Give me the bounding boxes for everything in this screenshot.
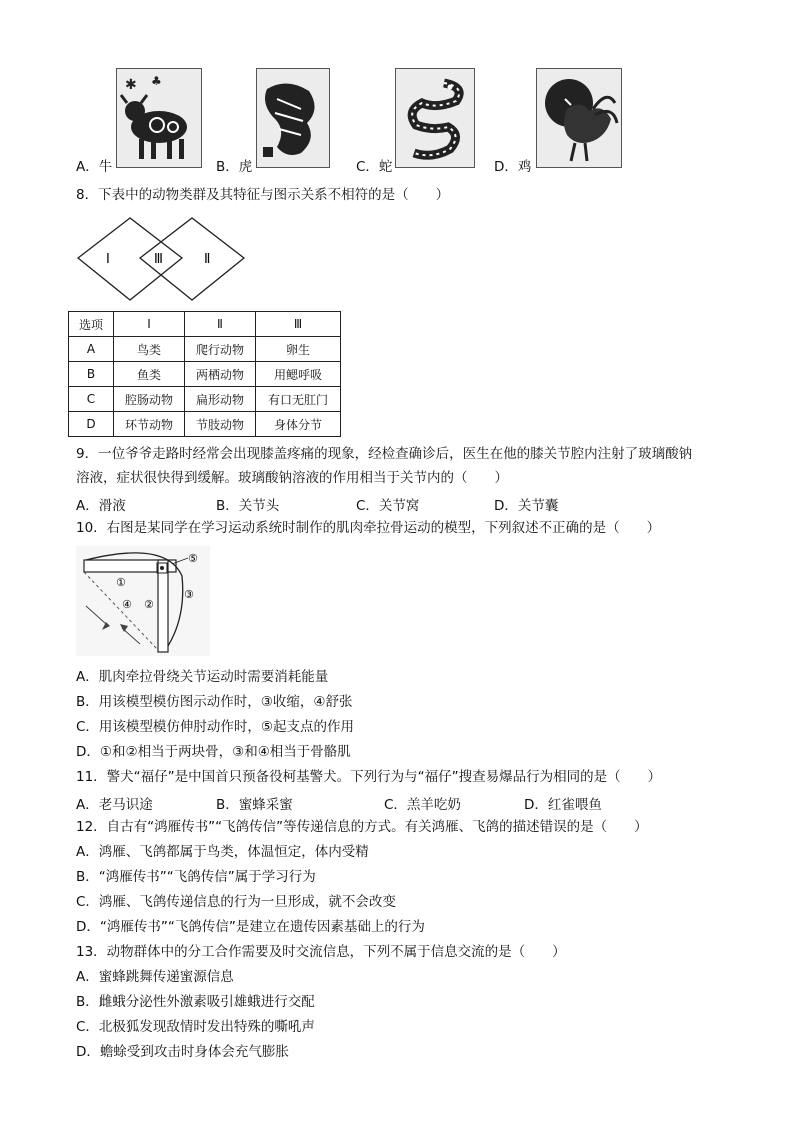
table-header: Ⅲ — [256, 312, 341, 337]
table-row — [69, 412, 341, 437]
table-cell: 身体分节 — [256, 412, 341, 437]
table-header: Ⅰ — [114, 312, 185, 337]
table-cell: 爬行动物 — [185, 337, 256, 362]
table-cell: 有口无肛门 — [256, 387, 341, 412]
q8-stem: 8．下表中的动物类群及其特征与图示关系不相符的是（ ） — [76, 187, 450, 203]
q11-stem: 11．警犬“福仔”是中国首只预备役柯基警犬。下列行为与“福仔”搜查易爆品行为相同的是（ ） — [76, 769, 662, 785]
venn-label-1: Ⅰ — [106, 252, 110, 267]
svg-text:♣: ♣ — [151, 74, 162, 88]
q10-option-c[interactable]: C．用该模型模仿伸肘动作时，⑤起支点的作用 — [76, 719, 355, 735]
table-cell: A — [69, 337, 114, 362]
table-cell: 环节动物 — [114, 412, 185, 437]
q10-muscle-model-figure — [76, 546, 210, 656]
q10-option-d[interactable]: D．①和②相当于两块骨，③和④相当于骨骼肌 — [76, 744, 351, 760]
q12-option-a[interactable]: A．鸿雁、飞鸽都属于鸟类，体温恒定，体内受精 — [76, 844, 369, 860]
snake-papercut-image — [395, 68, 475, 168]
q7-option-b[interactable]: B．虎 — [216, 159, 253, 175]
q11-option-d[interactable]: D．红雀喂鱼 — [524, 797, 602, 813]
q13-option-d[interactable]: D．蟾蜍受到攻击时身体会充气膨胀 — [76, 1044, 289, 1060]
q13-option-b[interactable]: B．雌蛾分泌性外激素吸引雄蛾进行交配 — [76, 994, 315, 1010]
q9-option-a[interactable]: A．滑液 — [76, 498, 126, 514]
figure-label-4: ④ — [122, 598, 132, 611]
q7-option-d[interactable]: D．鸡 — [494, 159, 532, 175]
figure-label-3: ③ — [184, 588, 194, 601]
ox-papercut-image — [116, 68, 202, 168]
table-cell: 用鳃呼吸 — [256, 362, 341, 387]
q9-option-d[interactable]: D．关节囊 — [494, 498, 559, 514]
q10-option-a[interactable]: A．肌肉牵拉骨绕关节运动时需要消耗能量 — [76, 669, 329, 685]
table-cell: C — [69, 387, 114, 412]
table-cell: 扁形动物 — [185, 387, 256, 412]
figure-label-2: ② — [144, 598, 154, 611]
venn-label-3: Ⅲ — [154, 252, 163, 267]
table-row — [69, 387, 341, 412]
q11-option-b[interactable]: B．蜜蜂采蜜 — [216, 797, 293, 813]
table-header: 选项 — [69, 312, 114, 337]
table-cell: 节肢动物 — [185, 412, 256, 437]
table-cell: 腔肠动物 — [114, 387, 185, 412]
q9-option-b[interactable]: B．关节头 — [216, 498, 280, 514]
q9-option-c[interactable]: C．关节窝 — [356, 498, 420, 514]
q13-option-a[interactable]: A．蜜蜂跳舞传递蜜源信息 — [76, 969, 234, 985]
figure-label-1: ① — [116, 576, 126, 589]
q12-stem: 12．自古有“鸿雁传书”“飞鸽传信”等传递信息的方式。有关鸿雁、飞鸽的描述错误的是（ ） — [76, 819, 648, 835]
q7-option-c[interactable]: C．蛇 — [356, 159, 393, 175]
q9-stem-line2: 溶液，症状很快得到缓解。玻璃酸钠溶液的作用相当于关节内的（ ） — [76, 470, 508, 486]
table-cell: 鸟类 — [114, 337, 185, 362]
table-row — [69, 337, 341, 362]
table-cell: B — [69, 362, 114, 387]
rooster-papercut-image — [536, 68, 622, 168]
table-cell: 鱼类 — [114, 362, 185, 387]
table-cell: 两栖动物 — [185, 362, 256, 387]
q8-table — [68, 311, 341, 437]
figure-label-5: ⑤ — [188, 552, 198, 565]
q7-option-a[interactable]: A．牛 — [76, 159, 113, 175]
table-header: Ⅱ — [185, 312, 256, 337]
q12-option-c[interactable]: C．鸿雁、飞鸽传递信息的行为一旦形成，就不会改变 — [76, 894, 396, 910]
q12-option-d[interactable]: D．“鸿雁传书”“飞鸽传信”是建立在遗传因素基础上的行为 — [76, 919, 425, 935]
q11-option-a[interactable]: A．老马识途 — [76, 797, 153, 813]
q11-option-c[interactable]: C．羔羊吃奶 — [384, 797, 461, 813]
q10-stem: 10．右图是某同学在学习运动系统时制作的肌肉牵拉骨运动的模型，下列叙述不正确的是（ ） — [76, 520, 661, 536]
venn-label-2: Ⅱ — [204, 252, 211, 267]
q13-option-c[interactable]: C．北极狐发现敌情时发出特殊的嘶吼声 — [76, 1019, 315, 1035]
tiger-papercut-image — [256, 68, 330, 168]
table-cell: 卵生 — [256, 337, 341, 362]
q10-option-b[interactable]: B．用该模型模仿图示动作时，③收缩，④舒张 — [76, 694, 353, 710]
q9-stem-line1: 9．一位爷爷走路时经常会出现膝盖疼痛的现象，经检查确诊后，医生在他的膝关节腔内注射了玻璃酸钠 — [76, 446, 693, 462]
q12-option-b[interactable]: B．“鸿雁传书”“飞鸽传信”属于学习行为 — [76, 869, 316, 885]
table-row — [69, 362, 341, 387]
q13-stem: 13．动物群体中的分工合作需要及时交流信息，下列不属于信息交流的是（ ） — [76, 944, 566, 960]
table-cell: D — [69, 412, 114, 437]
svg-text:✱: ✱ — [125, 77, 137, 93]
q8-venn-diagram — [76, 216, 248, 302]
table-header-row — [69, 312, 341, 337]
